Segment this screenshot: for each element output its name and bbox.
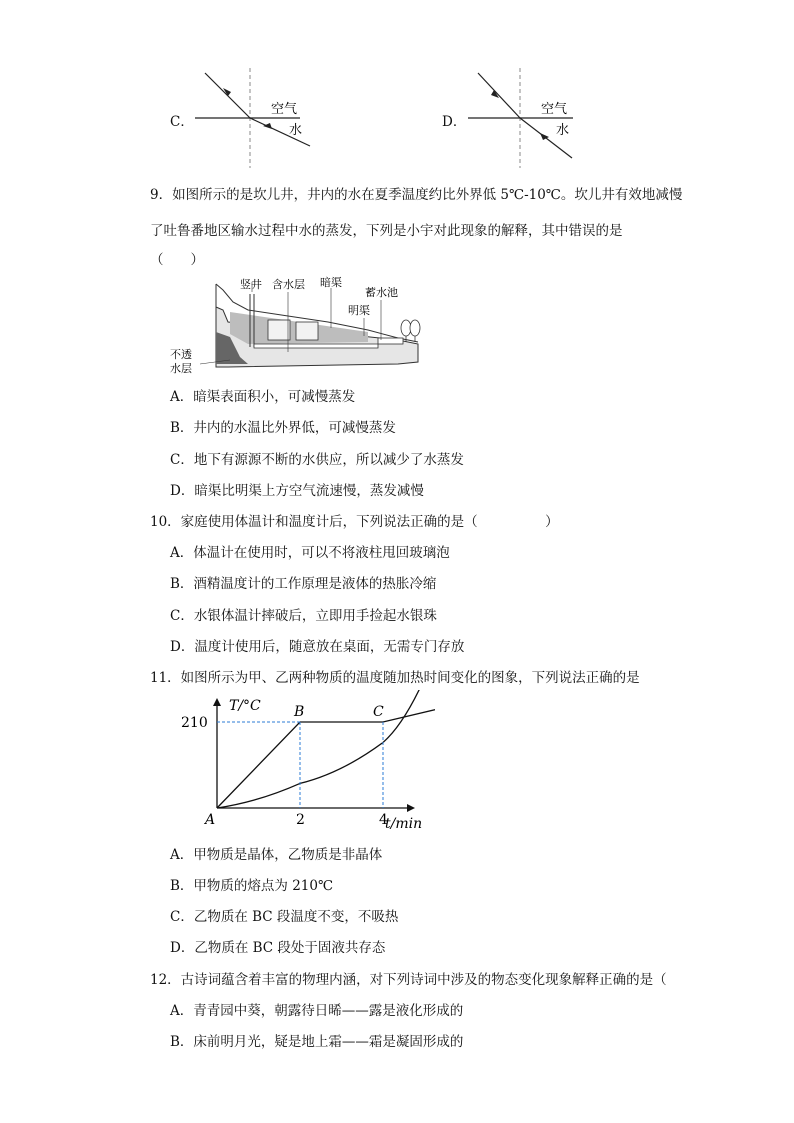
label-reservoir: 蓄水池 [365, 286, 398, 299]
label-open-canal: 明渠 [348, 304, 370, 317]
label-shaft: 竖井 [240, 278, 262, 291]
x-tick-4: 4 [379, 812, 388, 828]
series-yi-line [217, 697, 435, 808]
question-10-text: 10．家庭使用体温计和温度计后，下列说法正确的是（ ） [150, 514, 559, 530]
option-d-label: D． [442, 114, 467, 130]
q9-option-d: D．暗渠比明渠上方空气流速慢，蒸发减慢 [170, 483, 424, 499]
label-underground-canal: 暗渠 [320, 276, 342, 289]
q12-option-b: B．床前明月光，疑是地上霜——霜是凝固形成的 [170, 1034, 464, 1050]
y-axis-label: T/°C [229, 698, 261, 714]
x-axis-arrow [407, 804, 415, 812]
option-c-label: C． [170, 114, 194, 130]
q9-option-c: C．地下有源源不断的水供应，所以减少了水蒸发 [170, 452, 464, 468]
q11-option-d: D．乙物质在 BC 段处于固液共存态 [170, 940, 386, 956]
air-label-c: 空气 [271, 102, 298, 117]
q10-option-d: D．温度计使用后，随意放在桌面，无需专门存放 [170, 639, 465, 655]
q11-option-c: C．乙物质在 BC 段温度不变，不吸热 [170, 909, 399, 925]
q11-option-a: A．甲物质是晶体，乙物质是非晶体 [170, 847, 383, 863]
water-label-d: 水 [556, 123, 570, 138]
karez-diagram [168, 272, 433, 377]
question-12-text: 12．古诗词蕴含着丰富的物理内涵，对下列诗词中涉及的物态变化现象解释正确的是（ [150, 972, 667, 988]
label-impermeable-1: 不透 [170, 348, 192, 361]
question-9-bracket: （ ） [150, 252, 204, 268]
point-label-c: C [373, 704, 384, 720]
temperature-time-chart [175, 690, 435, 835]
y-tick-210: 210 [181, 715, 208, 731]
q10-option-b: B．酒精温度计的工作原理是液体的热胀冷缩 [170, 576, 437, 592]
air-label-d: 空气 [541, 102, 568, 117]
point-label-b: B [294, 704, 305, 720]
q10-option-c: C．水银体温计摔破后，立即用手捡起水银珠 [170, 608, 437, 624]
refraction-diagram-c [195, 68, 320, 168]
point-label-a: A [205, 812, 216, 828]
q10-option-a: A．体温计在使用时，可以不将液柱甩回玻璃泡 [170, 545, 450, 561]
question-9-line2: 了吐鲁番地区输水过程中水的蒸发，下列是小宇对此现象的解释，其中错误的是 [150, 223, 623, 239]
q9-option-a: A．暗渠表面积小，可减慢蒸发 [170, 389, 356, 405]
x-tick-2: 2 [296, 812, 305, 828]
q11-option-b: B．甲物质的熔点为 210℃ [170, 878, 334, 894]
x-axis-label: t/min [385, 816, 423, 832]
refraction-diagram-d [468, 68, 593, 168]
label-impermeable-2: 水层 [170, 362, 192, 375]
q12-option-a: A．青青园中葵，朝露待日晞——露是液化形成的 [170, 1003, 464, 1019]
water-label-c: 水 [289, 123, 303, 138]
y-axis-arrow [213, 698, 221, 706]
label-aquifer: 含水层 [272, 278, 305, 291]
question-9-line1: 9．如图所示的是坎儿井，井内的水在夏季温度约比外界低 5℃-10℃。坎儿井有效地减慢 [150, 187, 683, 203]
question-11-text: 11．如图所示为甲、乙两种物质的温度随加热时间变化的图象，下列说法正确的是 [150, 670, 640, 686]
q9-option-b: B．井内的水温比外界低，可减慢蒸发 [170, 420, 396, 436]
